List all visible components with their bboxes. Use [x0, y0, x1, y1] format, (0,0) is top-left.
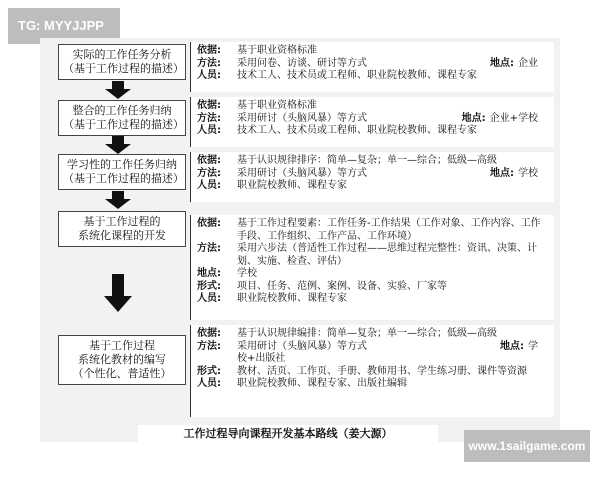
info-label: 人员:	[197, 378, 221, 389]
stage-5-line-2: 系统化教材的编写	[78, 353, 166, 366]
info-row	[197, 155, 548, 168]
stage-3-line-2: （基于工作过程的描述）	[63, 172, 184, 185]
stage-box-3	[58, 154, 186, 190]
info-value: 技术工人、技术员或工程师、职业院校教师、课程专家	[237, 70, 477, 81]
info-value: 基于认识规律编排：简单—复杂；单一—综合；低级—高级	[237, 328, 497, 339]
info-label: 方法:	[197, 243, 221, 254]
info-label: 依据:	[197, 100, 221, 111]
info-label: 人员:	[197, 180, 221, 191]
stage-1-line-2: （基于工作过程的描述）	[63, 62, 184, 75]
info-label: 人员:	[197, 293, 221, 304]
info-row	[197, 366, 548, 379]
info-row	[197, 180, 548, 193]
info-value: 基于职业资格标准	[237, 100, 317, 111]
down-arrow-icon	[103, 136, 133, 154]
info-value: 职业院校教师、课程专家	[237, 293, 347, 304]
info-label: 依据:	[197, 155, 221, 166]
info-row	[197, 218, 548, 243]
info-value: 项目、任务、范例、案例、设备、实验、厂家等	[237, 280, 447, 292]
info-row	[197, 328, 548, 341]
info-value: 采用六步法（普适性工作过程——思维过程完整性：资讯、决策、计划、实施、检查、评估）	[237, 243, 537, 267]
info-value: 采用研讨（头脑风暴）等方式	[237, 340, 367, 352]
info-row	[197, 45, 548, 58]
info-label: 依据:	[197, 328, 221, 339]
info-value: 学校	[237, 268, 257, 279]
info-value: 技术工人、技术员或工程师、职业院校教师、课程专家	[237, 125, 477, 136]
info-row	[197, 100, 548, 113]
site-value: 企业+学校	[489, 112, 538, 124]
site-label: 地点:	[490, 167, 514, 179]
stage-2-line-2: （基于工作过程的描述）	[63, 118, 184, 131]
info-row	[197, 113, 548, 126]
info-label: 人员:	[197, 70, 221, 81]
info-row	[197, 281, 548, 294]
info-value: 职业院校教师、课程专家	[237, 180, 347, 191]
stage-box-1	[58, 44, 186, 80]
site-value: 企业	[518, 57, 538, 69]
info-label: 形式:	[197, 280, 221, 292]
site-value: 学校	[518, 167, 538, 179]
info-row	[197, 341, 548, 354]
info-label: 依据:	[197, 218, 221, 229]
stage-2-line-1: 整合的工作任务归纳	[72, 104, 172, 117]
info-value: 采用研讨（头脑风暴）等方式	[237, 112, 367, 124]
down-arrow-icon	[103, 274, 133, 312]
info-label: 方法:	[197, 112, 221, 124]
site-label: 地点:	[500, 340, 524, 352]
info-value: 基于工作过程要素：工作任务-工作结果（工作对象、工作内容、工作手段、工作组织、工作产品、工作环境）	[237, 218, 541, 242]
info-value: 教材、活页、工作页、手册、教师用书、学生练习册、课件等资源	[237, 365, 527, 377]
info-label: 方法:	[197, 340, 221, 352]
info-panel-1	[190, 42, 554, 92]
info-value: 采用研讨（头脑风暴）等方式	[237, 167, 367, 179]
info-row	[197, 70, 548, 83]
info-row	[197, 125, 548, 138]
site-label: 地点:	[490, 57, 514, 69]
info-value: 基于职业资格标准	[237, 45, 317, 56]
info-panel-5	[190, 325, 554, 417]
stage-4-line-2: 系统化课程的开发	[78, 229, 166, 242]
info-panel-3	[190, 152, 554, 202]
info-label: 形式:	[197, 365, 221, 377]
stage-box-4	[58, 211, 186, 247]
stage-4-line-1: 基于工作过程的	[83, 215, 161, 228]
info-row	[197, 58, 548, 71]
down-arrow-icon	[103, 81, 133, 99]
down-arrow-icon	[103, 191, 133, 209]
info-value: 基于认识规律排序：简单—复杂；单一—综合；低级—高级	[237, 155, 497, 166]
info-label: 地点:	[197, 268, 221, 279]
info-row	[197, 243, 548, 268]
watermark-bottom: www.1sailgame.com	[464, 430, 590, 462]
stage-5-line-3: （个性化、普适性）	[72, 367, 172, 380]
stage-1-line-1: 实际的工作任务分析	[72, 48, 172, 61]
stage-3-line-1: 学习性的工作任务归纳	[67, 158, 177, 171]
info-row	[197, 378, 548, 391]
stage-box-2	[58, 100, 186, 136]
watermark-top: TG: MYYJJPP	[8, 8, 120, 44]
info-row	[197, 168, 548, 181]
info-row	[197, 353, 548, 366]
info-label: 依据:	[197, 45, 221, 56]
info-panel-4	[190, 215, 554, 320]
info-panel-2	[190, 97, 554, 147]
info-value: 校+出版社	[237, 353, 286, 364]
site-label: 地点:	[461, 112, 486, 124]
stage-box-5	[58, 335, 186, 385]
info-label	[197, 353, 237, 366]
info-row	[197, 293, 548, 306]
site-value: 学	[528, 340, 538, 352]
diagram-caption: 工作过程导向课程开发基本路线（姜大源）	[138, 425, 438, 442]
info-label: 方法:	[197, 167, 221, 179]
info-value: 职业院校教师、课程专家、出版社编辑	[237, 378, 407, 389]
info-label: 方法:	[197, 57, 221, 69]
info-label: 人员:	[197, 125, 221, 136]
stage-5-line-1: 基于工作过程	[89, 339, 155, 352]
info-value: 采用问卷、访谈、研讨等方式	[237, 57, 367, 69]
info-row	[197, 268, 548, 281]
